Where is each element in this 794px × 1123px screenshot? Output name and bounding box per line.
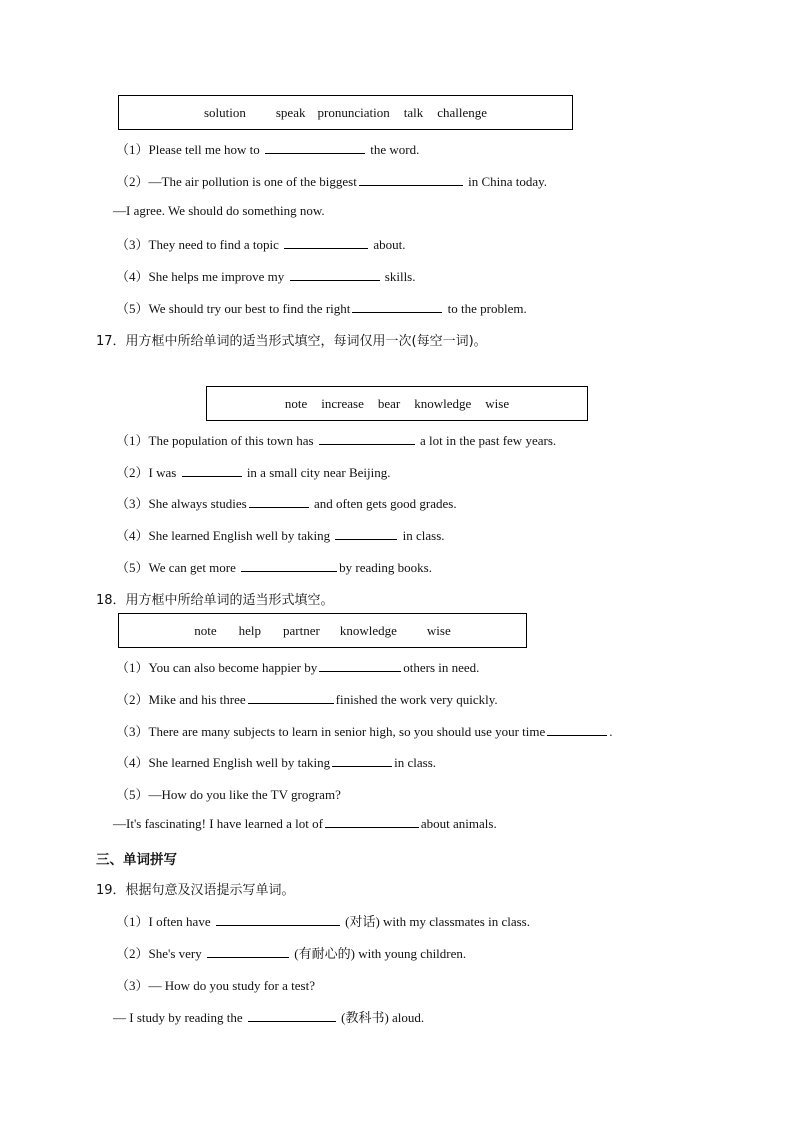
answer-blank[interactable] <box>547 734 607 736</box>
answer-blank[interactable] <box>325 826 419 828</box>
box-word: wise <box>485 395 510 411</box>
answer-blank[interactable] <box>335 538 397 540</box>
section-title: 三、单词拼写 <box>96 852 177 868</box>
question-item: （3）There are many subjects to learn in senior high, so you should use your time . <box>116 724 613 739</box>
box-word: knowledge <box>414 395 472 411</box>
answer-blank[interactable] <box>265 152 365 154</box>
question-item: （5）We should try our best to find the right to the problem. <box>116 301 527 316</box>
answer-blank[interactable] <box>216 924 340 926</box>
answer-blank[interactable] <box>332 765 392 767</box>
reply-line: —It's fascinating! I have learned a lot of about animals. <box>113 816 497 831</box>
question-item: （5）—How do you like the TV grogram? <box>116 787 341 802</box>
word-box-18 <box>118 613 527 648</box>
box-word: help <box>238 622 262 638</box>
answer-blank[interactable] <box>284 247 368 249</box>
answer-blank[interactable] <box>352 311 442 313</box>
question-item: （4）She learned English well by taking in class. <box>116 528 445 543</box>
question-item: （3）They need to find a topic about. <box>116 237 406 252</box>
box-word: speak <box>275 104 306 120</box>
answer-blank[interactable] <box>248 1020 336 1022</box>
question-item: （2）—The air pollution is one of the biggest in China today. <box>116 174 548 189</box>
answer-blank[interactable] <box>249 506 309 508</box>
question-item: （1）You can also become happier by others in need. <box>116 660 480 675</box>
question-title-19: 19．根据句意及汉语提示写单词。 <box>96 883 295 898</box>
box-word: knowledge <box>339 622 397 638</box>
box-word: solution <box>203 104 246 120</box>
answer-blank[interactable] <box>182 475 242 477</box>
word-box-17 <box>206 386 588 421</box>
question-item: （2）She's very (有耐心的) with young children. <box>116 946 467 961</box>
answer-blank[interactable] <box>359 184 463 186</box>
box-word: talk <box>403 104 424 120</box>
box-word: bear <box>377 395 401 411</box>
reply-line: —I agree. We should do something now. <box>113 203 325 218</box>
box-word: note <box>194 622 217 638</box>
answer-blank[interactable] <box>248 702 334 704</box>
question-item: （1）I often have (对话) with my classmates in class. <box>116 914 530 929</box>
word-box-16 <box>118 95 573 130</box>
question-item: （4）She learned English well by taking in class. <box>116 755 437 770</box>
box-word: partner <box>283 622 320 638</box>
box-word: challenge <box>437 104 488 120</box>
answer-blank[interactable] <box>241 570 337 572</box>
box-word: note <box>284 395 308 411</box>
box-word: wise <box>426 622 451 638</box>
question-item: （3）She always studies and often gets good grades. <box>116 496 457 511</box>
reply-line: — I study by reading the (教科书) aloud. <box>113 1010 425 1025</box>
question-item: （1）The population of this town has a lot in the past few years. <box>116 433 557 448</box>
question-item: （5）We can get more by reading books. <box>116 560 432 575</box>
box-word: pronunciation <box>317 104 390 120</box>
answer-blank[interactable] <box>319 443 415 445</box>
question-item: （2）I was in a small city near Beijing. <box>116 465 391 480</box>
box-word: increase <box>321 395 364 411</box>
question-title-18: 18．用方框中所给单词的适当形式填空。 <box>96 593 334 608</box>
question-title-17: 17．用方框中所给单词的适当形式填空，每词仅用一次(每空一词)。 <box>96 334 487 349</box>
answer-blank[interactable] <box>207 956 289 958</box>
question-item: （1）Please tell me how to the word. <box>116 142 420 157</box>
question-item: （4）She helps me improve my skills. <box>116 269 416 284</box>
question-item: （2）Mike and his three finished the work very quickly. <box>116 692 498 707</box>
answer-blank[interactable] <box>290 279 380 281</box>
answer-blank[interactable] <box>319 670 401 672</box>
question-item: （3）— How do you study for a test? <box>116 978 315 993</box>
